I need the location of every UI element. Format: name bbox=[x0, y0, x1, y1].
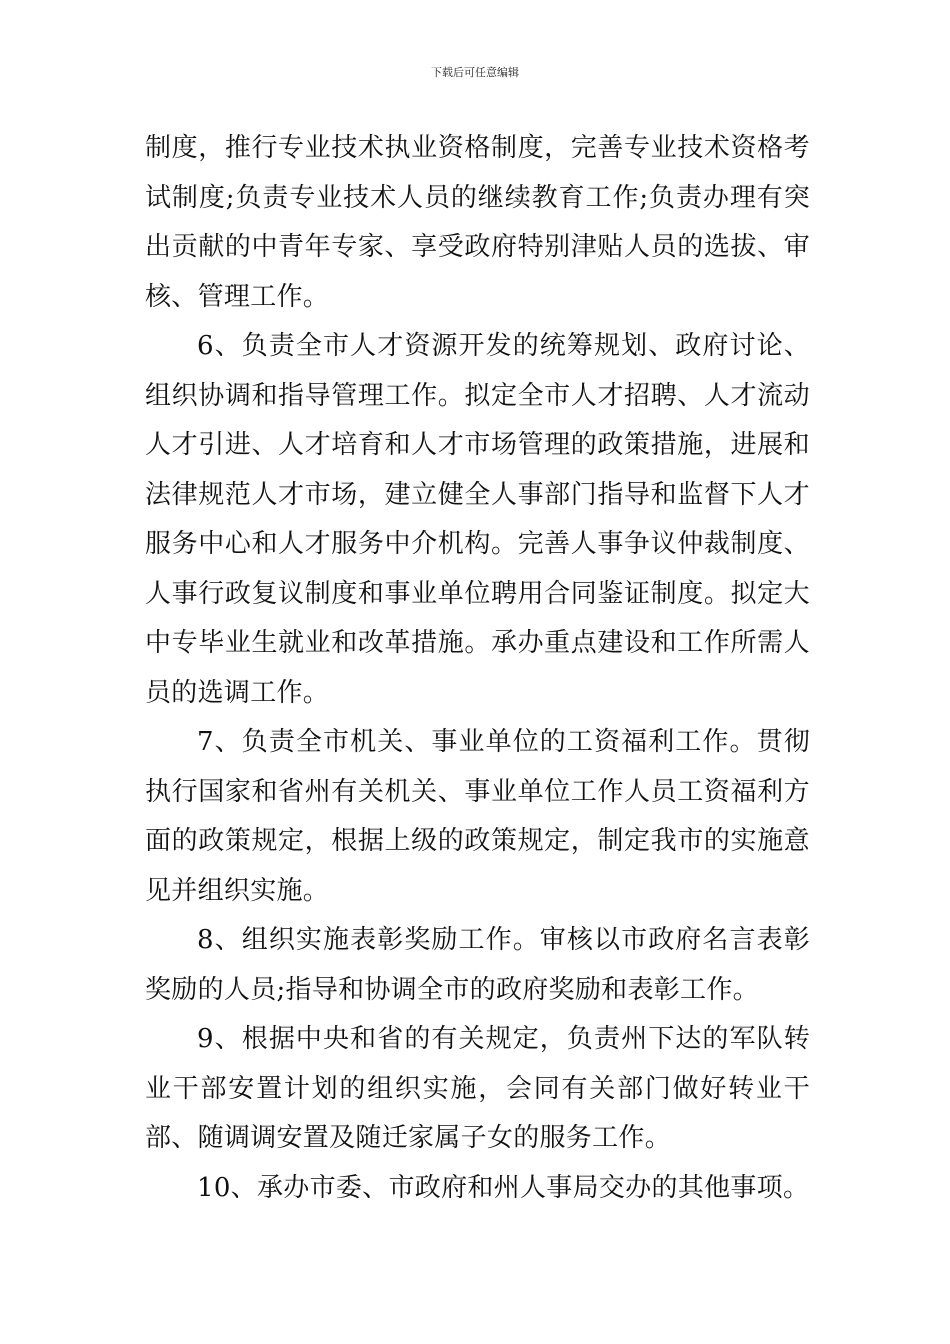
paragraph-item-8: 8、组织实施表彰奖励工作。审核以市政府名言表彰奖励的人员;指导和协调全市的政府奖励和表彰工作。 bbox=[145, 925, 810, 1005]
paragraph-item-9: 9、根据中央和省的有关规定，负责州下达的军队转业干部安置计划的组织实施，会同有关部门做好转业干部、随调调安置及随迁家属子女的服务工作。 bbox=[145, 1024, 810, 1153]
paragraph-item-7: 7、负责全市机关、事业单位的工资福利工作。贯彻执行国家和省州有关机关、事业单位工作人员工资福利方面的政策规定，根据上级的政策规定，制定我市的实施意见并组织实施。 bbox=[145, 727, 810, 906]
document-body bbox=[145, 124, 810, 1213]
paragraph-item-6: 6、负责全市人才资源开发的统筹规划、政府讨论、组织协调和指导管理工作。拟定全市人才招聘、人才流动人才引进、人才培育和人才市场管理的政策措施，进展和法律规范人才市场，建立健全人事部门指导和监督下人才服务中心和人才服务中介机构。完善人事争议仲裁制度、人事行政复议制度和事业单位聘用合同鉴证制度。拟定大中专毕业生就业和改革措施。承办重点建设和工作所需人员的选调工作。 bbox=[145, 331, 810, 708]
paragraph-item-10: 10、承办市委、市政府和州人事局交办的其他事项。 bbox=[197, 1172, 810, 1203]
paragraph-continued: 制度，推行专业技术执业资格制度，完善专业技术资格考试制度;负责专业技术人员的继续教育工作;负责办理有突出贡献的中青年专家、享受政府特别津贴人员的选拔、审核、管理工作。 bbox=[145, 133, 810, 312]
page-header: 下载后可任意编辑 bbox=[431, 66, 519, 79]
